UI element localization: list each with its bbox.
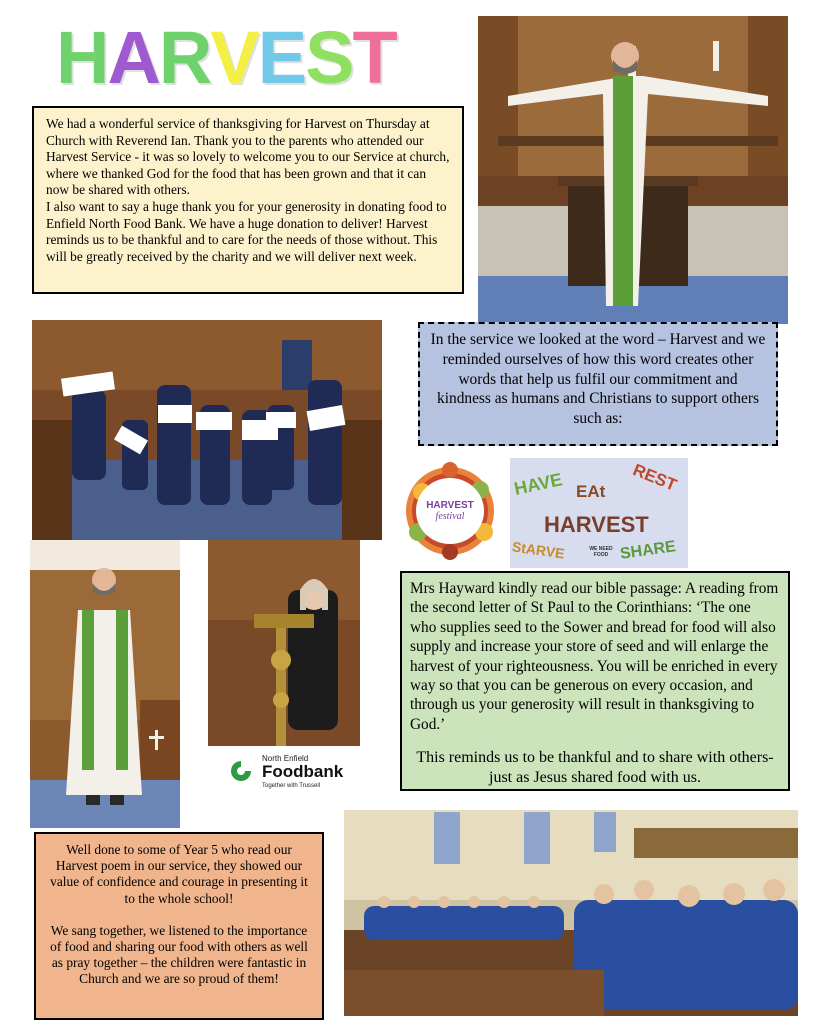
intro-paragraph: We had a wonderful service of thanksgiving for Harvest on Thursday at Church with Reverend Ian. Thank you to the parents who attended our Harvest Service - it was so lovely to welcome you to our Service at church, where we thanked God for the food that has been grown and that it can now be shared with others. [46, 116, 450, 198]
title-letter: V [210, 16, 258, 99]
title-letter: A [107, 16, 159, 99]
foodbank-logo [212, 746, 358, 796]
church-congregation-photo [344, 810, 798, 1016]
harvest-words-text: In the service we looked at the word – Harvest and we reminded ourselves of how this word creates other words that help us fulfil our commitment and kindness as humans and Christians to support others such as: [430, 331, 766, 428]
foodbank-name: Foodbank [262, 762, 344, 781]
badge-title: HARVEST [426, 500, 474, 511]
badge-center [416, 478, 484, 544]
sign-word-starve: StARVE [511, 538, 566, 562]
bible-closing-text: This reminds us to be thankful and to share with others- just as Jesus shared food with us. [416, 749, 774, 786]
sign-word-share: SHARE [619, 538, 677, 563]
intro-paragraph: I also want to say a huge thank you for your generosity in donating food to Enfield North Food Bank. We have a huge donation to deliver! Harvest reminds us to be thankful and to care for the needs of those without. This will be greatly received by the charity and we will deliver next week. [46, 198, 447, 264]
title-letter: H [56, 16, 108, 99]
year5-paragraph: Well done to some of Year 5 who read our Harvest poem in our service, they showed our value of confidence and courage in presenting it to the whole school! [50, 842, 308, 906]
sign-word-eat: EAt [576, 482, 606, 501]
year5-paragraph: We sang together, we listened to the importance of food and sharing our food with others as well as pray together – the children were fantastic in Church and we are so proud of them! [50, 922, 308, 987]
sign-word-have: HAVE [512, 469, 565, 499]
title-letter: E [257, 16, 306, 99]
children-word-cards-photo [32, 320, 382, 540]
sign-word-harvest: HARVEST [544, 512, 649, 537]
bible-passage-box [400, 571, 790, 791]
title-letter: S [305, 16, 353, 99]
sign-word-small: WE NEED FOOD [589, 546, 613, 558]
title-letter: T [352, 16, 396, 99]
foodbank-tagline: Together with Trussell [262, 783, 321, 789]
harvest-festival-badge [400, 462, 500, 560]
intro-text-box [32, 106, 464, 294]
bible-passage-text: Mrs Hayward kindly read our bible passage: A reading from the second letter of St Paul to the Corinthians: ‘The one who supplies seed to the Sower and bread for food will also supply and increase your store of seed and will enlarge the harvest of your righteousness. You will be enriched in every way so that you can be generous on every occasion, and through us your generosity will result in thanksgiving to God.’ [410, 580, 779, 733]
lectern-reading-photo [208, 540, 360, 746]
foodbank-top-text: North Enfield [262, 754, 309, 763]
title-letter: R [158, 16, 211, 99]
foodbank-swirl-icon [226, 758, 256, 784]
year5-text-box [34, 832, 324, 1020]
harvest-words-sign [510, 458, 688, 568]
priest-blessing-photo [478, 16, 788, 324]
sign-word-rest: REST [630, 460, 680, 495]
badge-subtitle: festival [435, 511, 465, 522]
harvest-words-box [418, 322, 778, 446]
page-title [56, 8, 446, 98]
reverend-portrait-photo [30, 540, 180, 828]
